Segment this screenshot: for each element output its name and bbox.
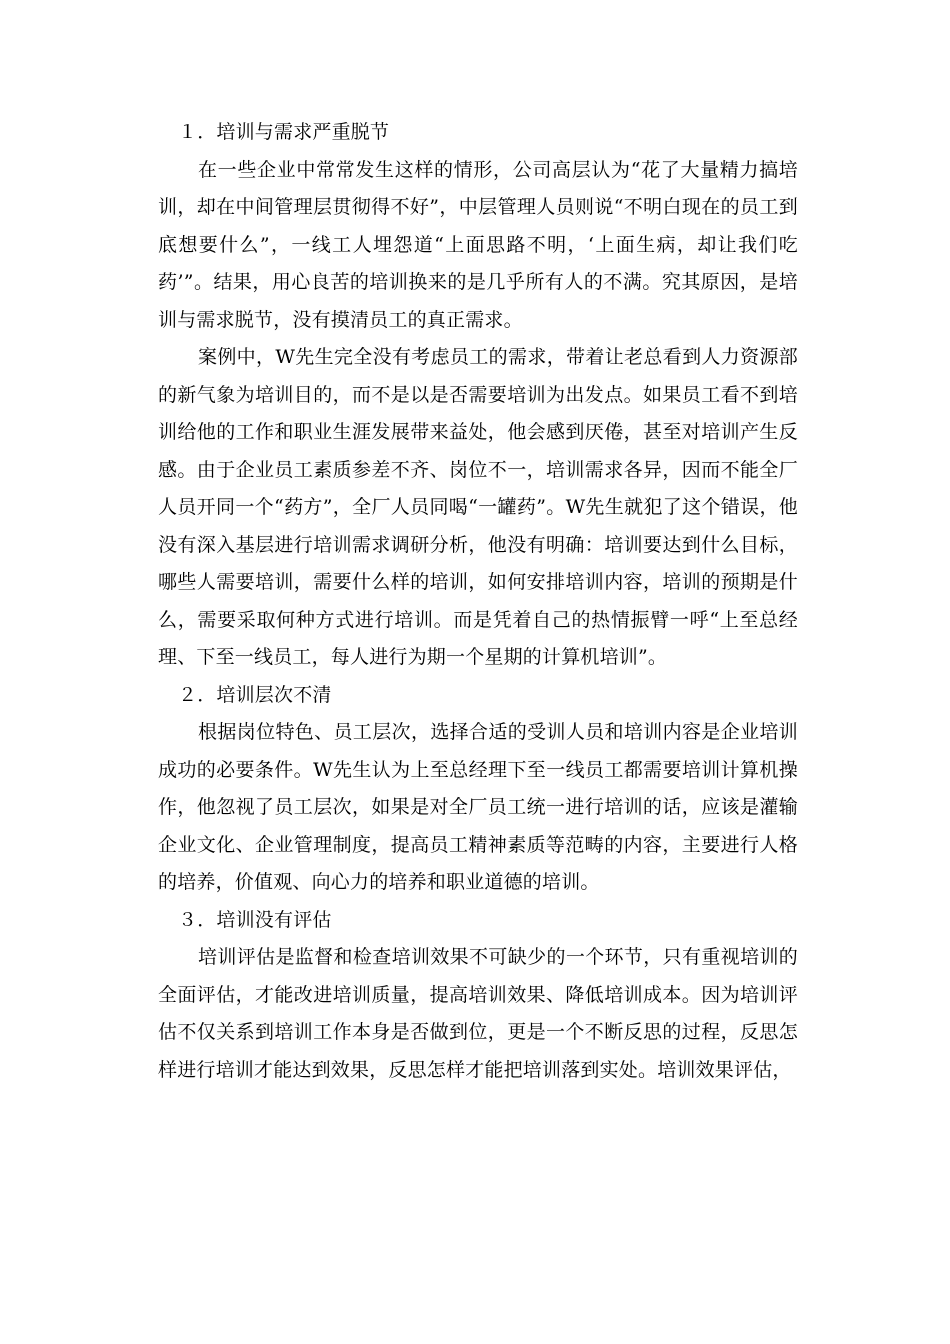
section-heading-2: ２．培训层次不清 <box>178 683 332 706</box>
section-heading-3: ３．培训没有评估 <box>178 908 332 931</box>
paragraph-1-2: 案例中，W先生完全没有考虑员工的需求，带着让老总看到人力资源部的新气象为培训目的，而不是以是否需要培训为出发点。如果员工看不到培训给他的工作和职业生涯发展带来益处，他会感到厌倦，甚至对培训产生反感。由于企业员工素质参差不齐、岗位不一，培训需求各异，因而不能全厂人员开同一个“药方”，全厂人员同喝“一罐药”。W先生就犯了这个错误，他没有深入基层进行培训需求调研分析，他没有明确：培训要达到什么目标，哪些人需要培训，需要什么样的培训，如何安排培训内容，培训的预期是什么，需要采取何种方式进行培训。而是凭着自己的热情振臂一呼“上至总经理、下至一线员工，每人进行为期一个星期的计算机培训”。 <box>158 346 798 668</box>
section-heading-1: １．培训与需求严重脱节 <box>178 121 390 143</box>
paragraph-3-1: 培训评估是监督和检查培训效果不可缺少的一个环节，只有重视培训的全面评估，才能改进培训质量，提高培训效果、降低培训成本。因为培训评估不仅关系到培训工作本身是否做到位，更是一个不断反思的过程，反思怎样进行培训才能达到效果，反思怎样才能把培训落到实处。培训效果评估， <box>158 946 798 1081</box>
paragraph-1-1: 在一些企业中常常发生这样的情形，公司高层认为“花了大量精力搞培训，却在中间管理层贯彻得不好”，中层管理人员则说“不明白现在的员工到底想要什么”，一线工人埋怨道“上面思路不明，‘上面生病，却让我们吃药’”。结果，用心良苦的培训换来的是几乎所有人的不满。究其原因，是培训与需求脱节，没有摸清员工的真正需求。 <box>158 158 798 331</box>
paragraph-2-1: 根据岗位特色、员工层次，选择合适的受训人员和培训内容是企业培训成功的必要条件。W先生认为上至总经理下至一线员工都需要培训计算机操作，他忽视了员工层次，如果是对全厂员工统一进行培训的话，应该是灌输企业文化、企业管理制度，提高员工精神素质等范畴的内容，主要进行人格的培养，价值观、向心力的培养和职业道德的培训。 <box>158 721 798 893</box>
document-body <box>158 114 798 1089</box>
